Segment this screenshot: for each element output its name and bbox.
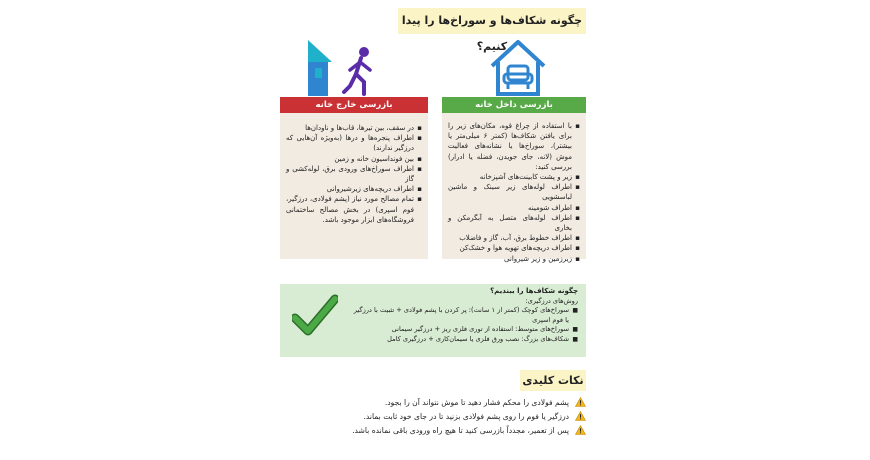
list-item: ▪ اطراف دریچه‌های تهویه هوا و خشک‌کن (448, 243, 572, 253)
house-interior-armchair-icon (488, 38, 548, 100)
person-walking-icon (342, 46, 378, 100)
inside-inspection-heading: بازرسی داخل خانه (442, 97, 586, 113)
list-item: ■ شکاف‌های بزرگ: نصب ورق فلزی یا سیمان‌کاری + درزگیری کامل (348, 335, 569, 345)
list-item: ▪ اطراف شومینه (448, 203, 572, 213)
key-point-text: درزگیر یا فوم را روی پشم فولادی بزنید تا در جای خود ثابت بماند. (363, 411, 569, 421)
house-exterior-icon (302, 40, 338, 100)
list-item: ▪ اطراف دریچه‌های زیرشیروانی (286, 184, 414, 194)
warning-icon (572, 425, 586, 435)
key-point-text: پشم فولادی را محکم فشار دهید تا موش نتواند آن را بجود. (384, 397, 569, 407)
list-item (300, 409, 586, 423)
list-item: ▪ زیرزمین و زیر شیروانی (448, 254, 572, 264)
key-points-list (300, 395, 586, 437)
warning-icon (572, 397, 586, 407)
page-title: چگونه شکاف‌ها و سوراخ‌ها را پیدا کنیم؟ (398, 8, 586, 34)
warning-icon (572, 411, 586, 421)
outside-inspection-heading: بازرسی خارج خانه (280, 97, 428, 113)
list-item: ▪ در سقف، بین تیرها، قاب‌ها و ناودان‌ها (286, 123, 414, 133)
sealing-subtitle: روش‌های درزگیری: (525, 296, 578, 305)
key-point-text: پس از تعمیر، مجدداً بازرسی کنید تا هیچ راه ورودی باقی نمانده باشد. (352, 425, 569, 435)
list-item (300, 395, 586, 409)
list-item: ■ سوراخ‌های متوسط: استفاده از توری فلزی ریز + درزگیر سیمانی (348, 325, 569, 335)
list-item: ▪ بین فونداسیون خانه و زمین (286, 154, 414, 164)
checkmark-icon (292, 294, 338, 342)
list-item: ▪ اطراف پنجره‌ها و درها (به‌ویژه آن‌هایی که درزگیر ندارند) (286, 133, 414, 153)
list-item: ▪ زیر و پشت کابینت‌های آشپزخانه (448, 172, 572, 182)
list-item: ■ سوراخ‌های کوچک (کمتر از ۱ سانت): پر کردن با پشم فولادی + تثبیت با درزگیر یا فوم اسپری (348, 306, 569, 325)
list-item (300, 423, 586, 437)
inside-inspection-box (442, 113, 586, 263)
outside-inspection-box (280, 113, 428, 259)
list-item: ▪ اطراف سوراخ‌های ورودی برق، لوله‌کشی و گاز (286, 164, 414, 184)
list-item: ▪ اطراف خطوط برق، آب، گاز و فاضلاب (448, 233, 572, 243)
list-item: ▪ اطراف لوله‌های متصل به آبگرمکن و بخاری (448, 213, 572, 233)
list-item: ▪ تمام مصالح مورد نیاز (پشم فولادی، درزگیر، فوم اسپری) در بخش مصالح ساختمانی فروشگاه‌های ابزار موجود باشد. (286, 194, 414, 225)
key-points-title: نکات کلیدی (520, 370, 586, 391)
list-item: ▪ اطراف لوله‌های زیر سینک و ماشین لباسشویی (448, 182, 572, 202)
list-item: ▪ با استفاده از چراغ قوه، مکان‌های زیر را برای یافتن شکاف‌ها (کمتر ۶ میلی‌متر یا بیشتر)، سوراخ‌ها یا نشانه‌های فعالیت موش (لانه، جای جویدن، فضله یا ادرار) بررسی کنید: (448, 121, 572, 172)
sealing-title: چگونه شکاف‌ها را ببندیم؟ (490, 287, 578, 295)
